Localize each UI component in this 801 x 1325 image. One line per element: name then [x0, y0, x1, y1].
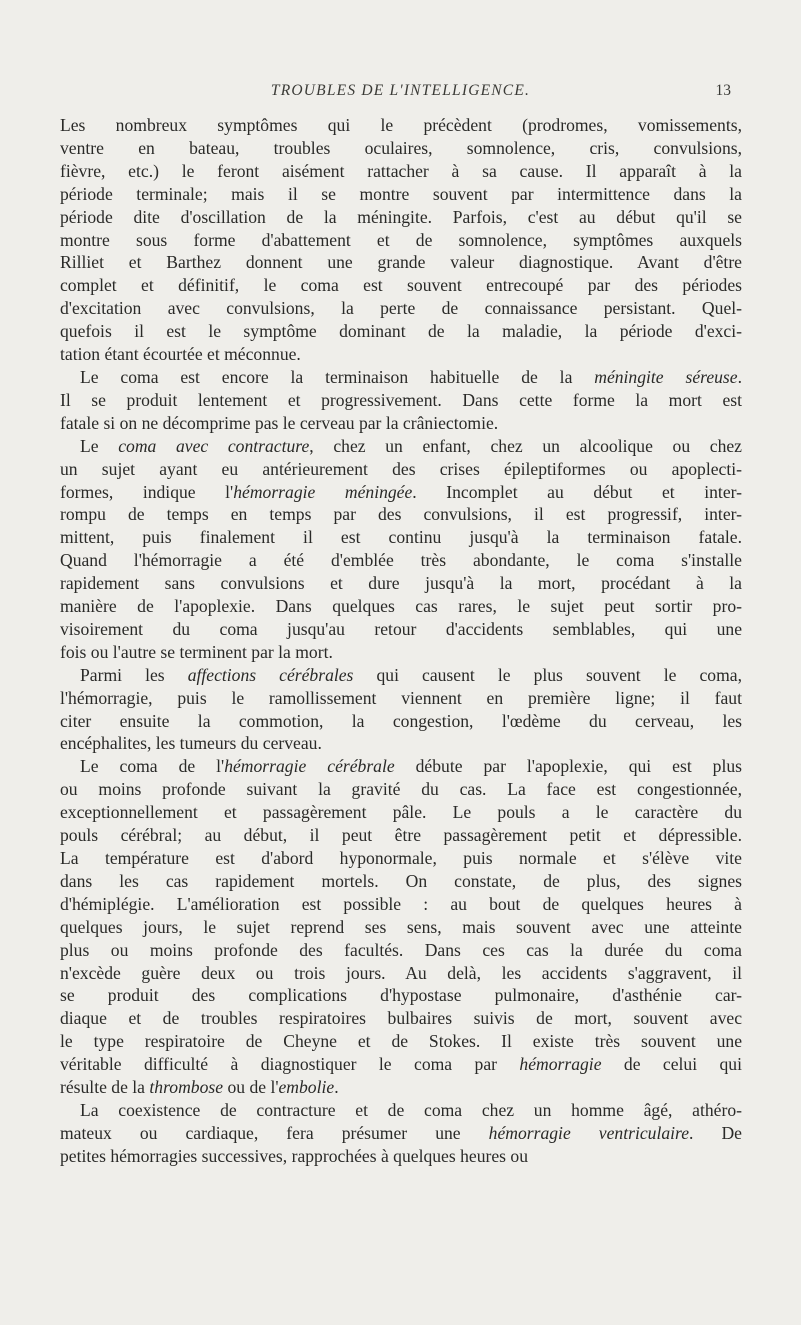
text-line	[60, 962, 742, 985]
text-line	[60, 847, 742, 870]
text-line	[60, 572, 742, 595]
text-line	[60, 824, 742, 847]
text-line	[60, 755, 742, 778]
text-line	[60, 1122, 742, 1145]
text-run: mateux ou cardiaque, fera présumer une	[60, 1122, 489, 1143]
text-run: quefois il est le symptôme dominant de la maladie, la période d'exci-	[60, 321, 742, 342]
text-run: Le	[80, 435, 119, 456]
text-run: La coexistence de contracture et de coma chez un homme âgé, athéro-	[80, 1099, 742, 1120]
text-run: .	[334, 1077, 339, 1098]
text-run: l'hémorragie, puis le ramollissement viennent en première ligne; il faut	[60, 687, 742, 708]
text-line	[60, 1145, 742, 1168]
text-line	[60, 183, 742, 206]
text-run: n'excède guère deux ou trois jours. Au delà, les accidents s'aggravent, il	[60, 962, 742, 983]
text-run: ou moins profonde suivant la gravité du cas. La face est congestionnée,	[60, 779, 742, 800]
text-line	[60, 366, 742, 389]
text-run: Les nombreux symptômes qui le précèdent (prodromes, vomissements,	[60, 115, 742, 135]
text-run: complet et définitif, le coma est souvent entrecoupé par des périodes	[60, 275, 742, 296]
text-run: période dite d'oscillation de la méningite. Parfois, c'est au début qu'il se	[60, 206, 742, 227]
text-run: mittent, puis finalement il est continu jusqu'à la terminaison fatale.	[60, 527, 742, 548]
text-run: Rilliet et Barthez donnent une grande valeur diagnostique. Avant d'être	[60, 252, 742, 273]
text-run: plus ou moins profonde des facultés. Dans ces cas la durée du coma	[60, 939, 742, 960]
text-line	[60, 1099, 742, 1122]
text-run: montre sous forme d'abattement et de somnolence, symptômes auxquels	[60, 229, 742, 250]
running-title: TROUBLES DE L'INTELLIGENCE.	[270, 82, 531, 99]
italic-term: coma avec contracture	[118, 435, 310, 456]
text-line	[60, 1053, 742, 1076]
text-run: Il se produit lentement et progressivement. Dans cette forme la mort est	[60, 389, 742, 410]
text-run: manière de l'apoplexie. Dans quelques cas rares, le sujet peut sortir pro-	[60, 596, 742, 617]
text-run: période terminale; mais il se montre souvent par intermittence dans la	[60, 183, 742, 204]
text-run: résulte de la	[60, 1077, 150, 1098]
text-run: fois ou l'autre se terminent par la mort.	[60, 641, 333, 662]
text-run: débute par l'apoplexie, qui est plus	[394, 756, 742, 777]
text-run: exceptionnellement et passagèrement pâle. Le pouls a le caractère du	[60, 802, 742, 823]
text-run: encéphalites, les tumeurs du cerveau.	[60, 733, 322, 754]
text-run: qui causent le plus souvent le coma,	[353, 664, 742, 685]
text-run: Parmi les	[80, 664, 188, 685]
paragraph	[60, 114, 742, 366]
text-line	[60, 389, 742, 412]
text-line	[60, 778, 742, 801]
text-line	[60, 984, 742, 1007]
text-line	[60, 297, 742, 320]
text-line	[60, 1007, 742, 1030]
italic-term: embolie	[278, 1077, 335, 1098]
text-run: tation étant écourtée et méconnue.	[60, 344, 301, 365]
text-run: un sujet ayant eu antérieurement des crises épileptiformes ou apoplecti-	[60, 458, 742, 479]
text-run: Le coma de l'	[80, 756, 225, 777]
text-run: de celui qui	[601, 1054, 742, 1075]
text-run: pouls cérébral; au début, il peut être passagèrement petit et dépressible.	[60, 825, 742, 846]
text-run: ventre en bateau, troubles oculaires, somnolence, cris, convulsions,	[60, 137, 742, 158]
text-run: se produit des complications d'hypostase pulmonaire, d'asthénie car-	[60, 985, 742, 1006]
text-line	[60, 1076, 742, 1099]
text-run: d'hémiplégie. L'amélioration est possible : au bout de quelques heures à	[60, 893, 742, 914]
text-line	[60, 114, 742, 137]
text-line	[60, 526, 742, 549]
text-run: , chez un enfant, chez un alcoolique ou chez	[309, 435, 742, 456]
text-line	[60, 710, 742, 733]
text-run: d'excitation avec convulsions, la perte de connaissance persistant. Quel-	[60, 298, 742, 319]
italic-term: hémorragie ventriculaire	[488, 1122, 690, 1143]
text-line	[60, 274, 742, 297]
text-line	[60, 801, 742, 824]
text-run: Le coma est encore la terminaison habituelle de la	[80, 366, 595, 387]
text-line	[60, 549, 742, 572]
text-run: véritable difficulté à diagnostiquer le coma par	[60, 1054, 520, 1075]
text-line	[60, 481, 742, 504]
text-run: La température est d'abord hyponormale, puis normale et s'élève vite	[60, 848, 742, 868]
page-number: 13	[715, 82, 731, 99]
text-line	[60, 251, 742, 274]
text-line	[60, 687, 742, 710]
text-line	[60, 435, 742, 458]
italic-term: thrombose	[149, 1077, 224, 1098]
text-run: rompu de temps en temps par des convulsions, il est progressif, inter-	[60, 504, 742, 525]
text-run: formes, indique l'	[60, 481, 234, 502]
paragraph	[60, 366, 742, 435]
text-run: Quand l'hémorragie a été d'emblée très abondante, le coma s'installe	[60, 550, 742, 571]
paragraph	[60, 1099, 742, 1168]
text-run: le type respiratoire de Cheyne et de Stokes. Il existe très souvent une	[60, 1031, 742, 1052]
italic-term: hémorragie méningée	[233, 481, 413, 502]
italic-term: méningite séreuse	[594, 366, 738, 387]
text-run: . Incomplet au début et inter-	[412, 481, 742, 502]
text-run: fièvre, etc.) le feront aisément rattacher à sa cause. Il apparaît à la	[60, 160, 742, 181]
text-line	[60, 412, 742, 435]
text-run: . De	[689, 1122, 742, 1143]
text-line	[60, 503, 742, 526]
italic-term: hémorragie	[519, 1054, 602, 1075]
text-run: ou de l'	[223, 1077, 279, 1098]
body-text	[60, 114, 742, 1168]
text-line	[60, 618, 742, 641]
italic-term: affections cérébrales	[187, 664, 354, 685]
text-line	[60, 916, 742, 939]
text-run: citer ensuite la commotion, la congestion, l'œdème du cerveau, les	[60, 710, 742, 731]
text-run: fatale si on ne décomprime pas le cerveau par la crâniectomie.	[60, 412, 499, 433]
text-line	[60, 664, 742, 687]
text-line	[60, 137, 742, 160]
text-line	[60, 206, 742, 229]
text-line	[60, 229, 742, 252]
text-line	[60, 939, 742, 962]
text-run: visoirement du coma jusqu'au retour d'accidents semblables, qui une	[60, 618, 742, 639]
text-line	[60, 641, 742, 664]
text-line	[60, 1030, 742, 1053]
text-run: rapidement sans convulsions et dure jusqu'à la mort, procédant à la	[60, 573, 742, 594]
text-line	[60, 320, 742, 343]
text-line	[60, 595, 742, 618]
text-line	[60, 343, 742, 366]
text-run: dans les cas rapidement mortels. On constate, de plus, des signes	[60, 870, 742, 891]
italic-term: hémorragie cérébrale	[224, 756, 395, 777]
text-line	[60, 732, 742, 755]
text-line	[60, 160, 742, 183]
text-line	[60, 870, 742, 893]
text-run: .	[737, 366, 742, 387]
paragraph	[60, 755, 742, 1099]
paragraph	[60, 664, 742, 756]
text-run: quelques jours, le sujet reprend ses sens, mais souvent avec une atteinte	[60, 916, 742, 937]
text-run: petites hémorragies successives, rapprochées à quelques heures ou	[60, 1145, 529, 1166]
paragraph	[60, 435, 742, 664]
text-line	[60, 893, 742, 916]
text-line	[60, 458, 742, 481]
text-run: diaque et de troubles respiratoires bulbaires suivis de mort, souvent avec	[60, 1008, 742, 1029]
